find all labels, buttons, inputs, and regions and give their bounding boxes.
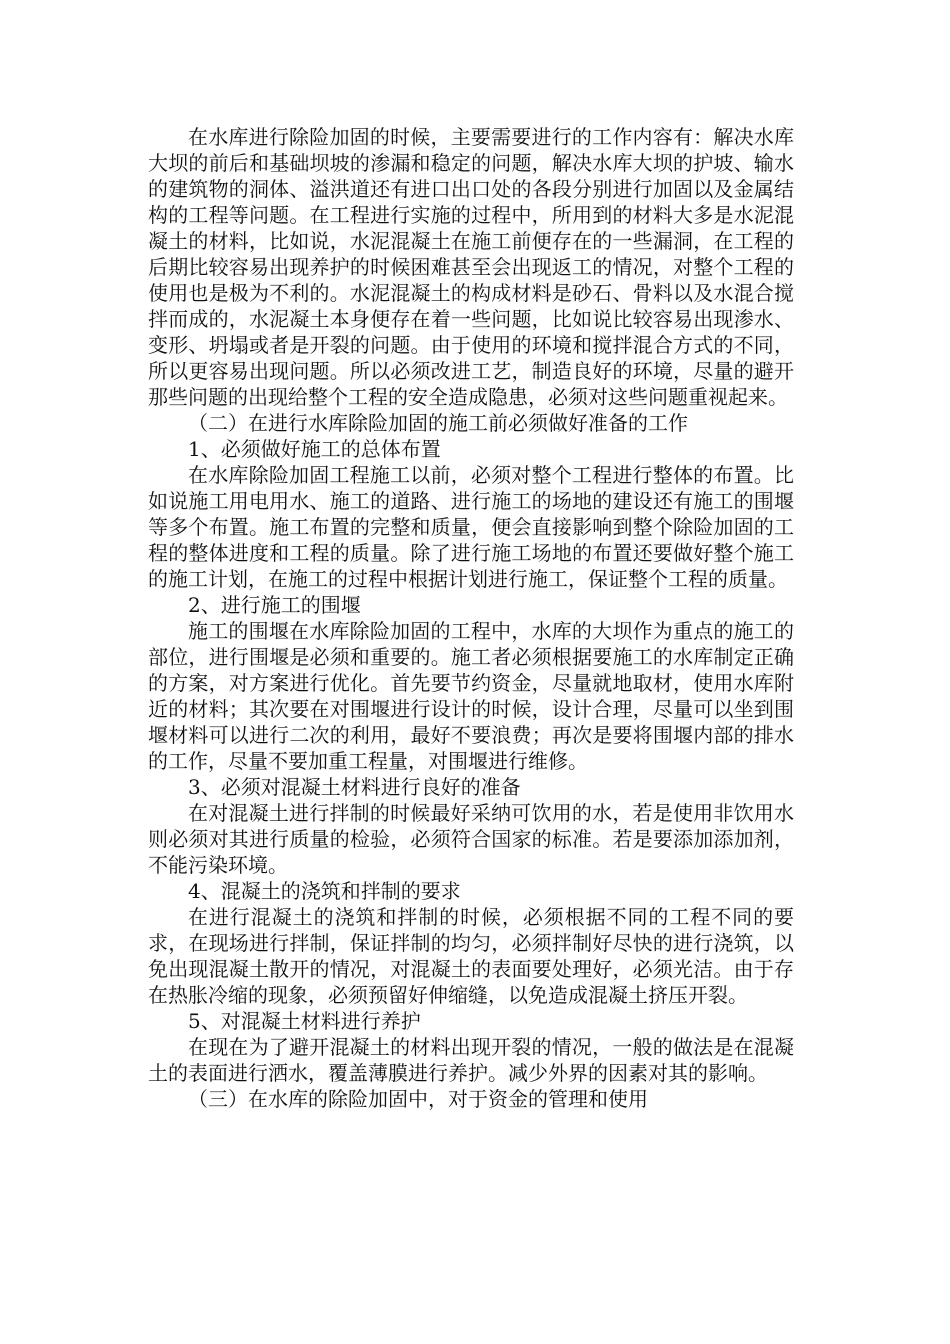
body-paragraph: 在进行混凝土的浇筑和拌制的时候，必须根据不同的工程不同的要求，在现场进行拌制，保证拌制的均匀，必须拌制好尽快的进行浇筑，以免出现混凝土散开的情况，对混凝土的表面要处理好，必须光洁。由于存在热胀冷缩的现象，必须预留好伸缩缝，以免造成混凝土挤压开裂。: [148, 905, 794, 1007]
section-heading: （三）在水库的除险加固中，对于资金的管理和使用: [188, 1087, 648, 1111]
body-paragraph: 在现在为了避开混凝土的材料出现开裂的情况，一般的做法是在混凝土的表面进行洒水，覆盖薄膜进行养护。减少外界的因素对其的影响。: [148, 1035, 794, 1085]
body-paragraph: 在水库进行除险加固的时候，主要需要进行的工作内容有：解决水库大坝的前后和基础坝坡的渗漏和稳定的问题，解决水库大坝的护坡、输水的建筑物的洞体、溢洪道还有进口出口处的各段分别进行加固以及金属结构的工程等问题。在工程进行实施的过程中，所用到的材料大多是水泥混凝土的材料，比如说，水泥混凝土在施工前便存在的一些漏洞，在工程的后期比较容易出现养护的时候困难甚至会出现返工的情况，对整个工程的使用也是极为不利的。水泥混凝土的构成材料是砂石、骨料以及水混合搅拌而成的，水泥凝土本身便存在着一些问题，比如说比较容易出现渗水、变形、坍塌或者是开裂的问题。由于使用的环境和搅拌混合方式的不同，所以更容易出现问题。所以必须改进工艺，制造良好的环境，尽量的避开那些问题的出现给整个工程的安全造成隐患，必须对这些问题重视起来。: [148, 125, 794, 409]
subsection-heading: 3、必须对混凝土材料进行良好的准备: [188, 775, 521, 799]
subsection-heading: 4、混凝土的浇筑和拌制的要求: [188, 879, 461, 903]
document-body: [148, 124, 794, 1112]
subsection-heading: 5、对混凝土材料进行养护: [188, 1009, 421, 1033]
section-heading: （二）在进行水库除险加固的施工前必须做好准备的工作: [188, 411, 688, 435]
subsection-heading: 2、进行施工的围堰: [188, 593, 361, 617]
body-paragraph: 在对混凝土进行拌制的时候最好采纳可饮用的水，若是使用非饮用水则必须对其进行质量的检验，必须符合国家的标准。若是要添加添加剂，不能污染环境。: [148, 801, 794, 877]
body-paragraph: 施工的围堰在水库除险加固的工程中，水库的大坝作为重点的施工的部位，进行围堰是必须和重要的。施工者必须根据要施工的水库制定正确的方案，对方案进行优化。首先要节约资金，尽量就地取材，使用水库附近的材料；其次要在对围堰进行设计的时候，设计合理，尽量可以坐到围堰材料可以进行二次的利用，最好不要浪费；再次是要将围堰内部的排水的工作，尽量不要加重工程量，对围堰进行维修。: [148, 619, 794, 773]
subsection-heading: 1、必须做好施工的总体布置: [188, 437, 441, 461]
body-paragraph: 在水库除险加固工程施工以前，必须对整个工程进行整体的布置。比如说施工用电用水、施工的道路、进行施工的场地的建设还有施工的围堰等多个布置。施工布置的完整和质量，便会直接影响到整个除险加固的工程的整体进度和工程的质量。除了进行施工场地的布置还要做好整个施工的施工计划，在施工的过程中根据计划进行施工，保证整个工程的质量。: [148, 463, 794, 591]
